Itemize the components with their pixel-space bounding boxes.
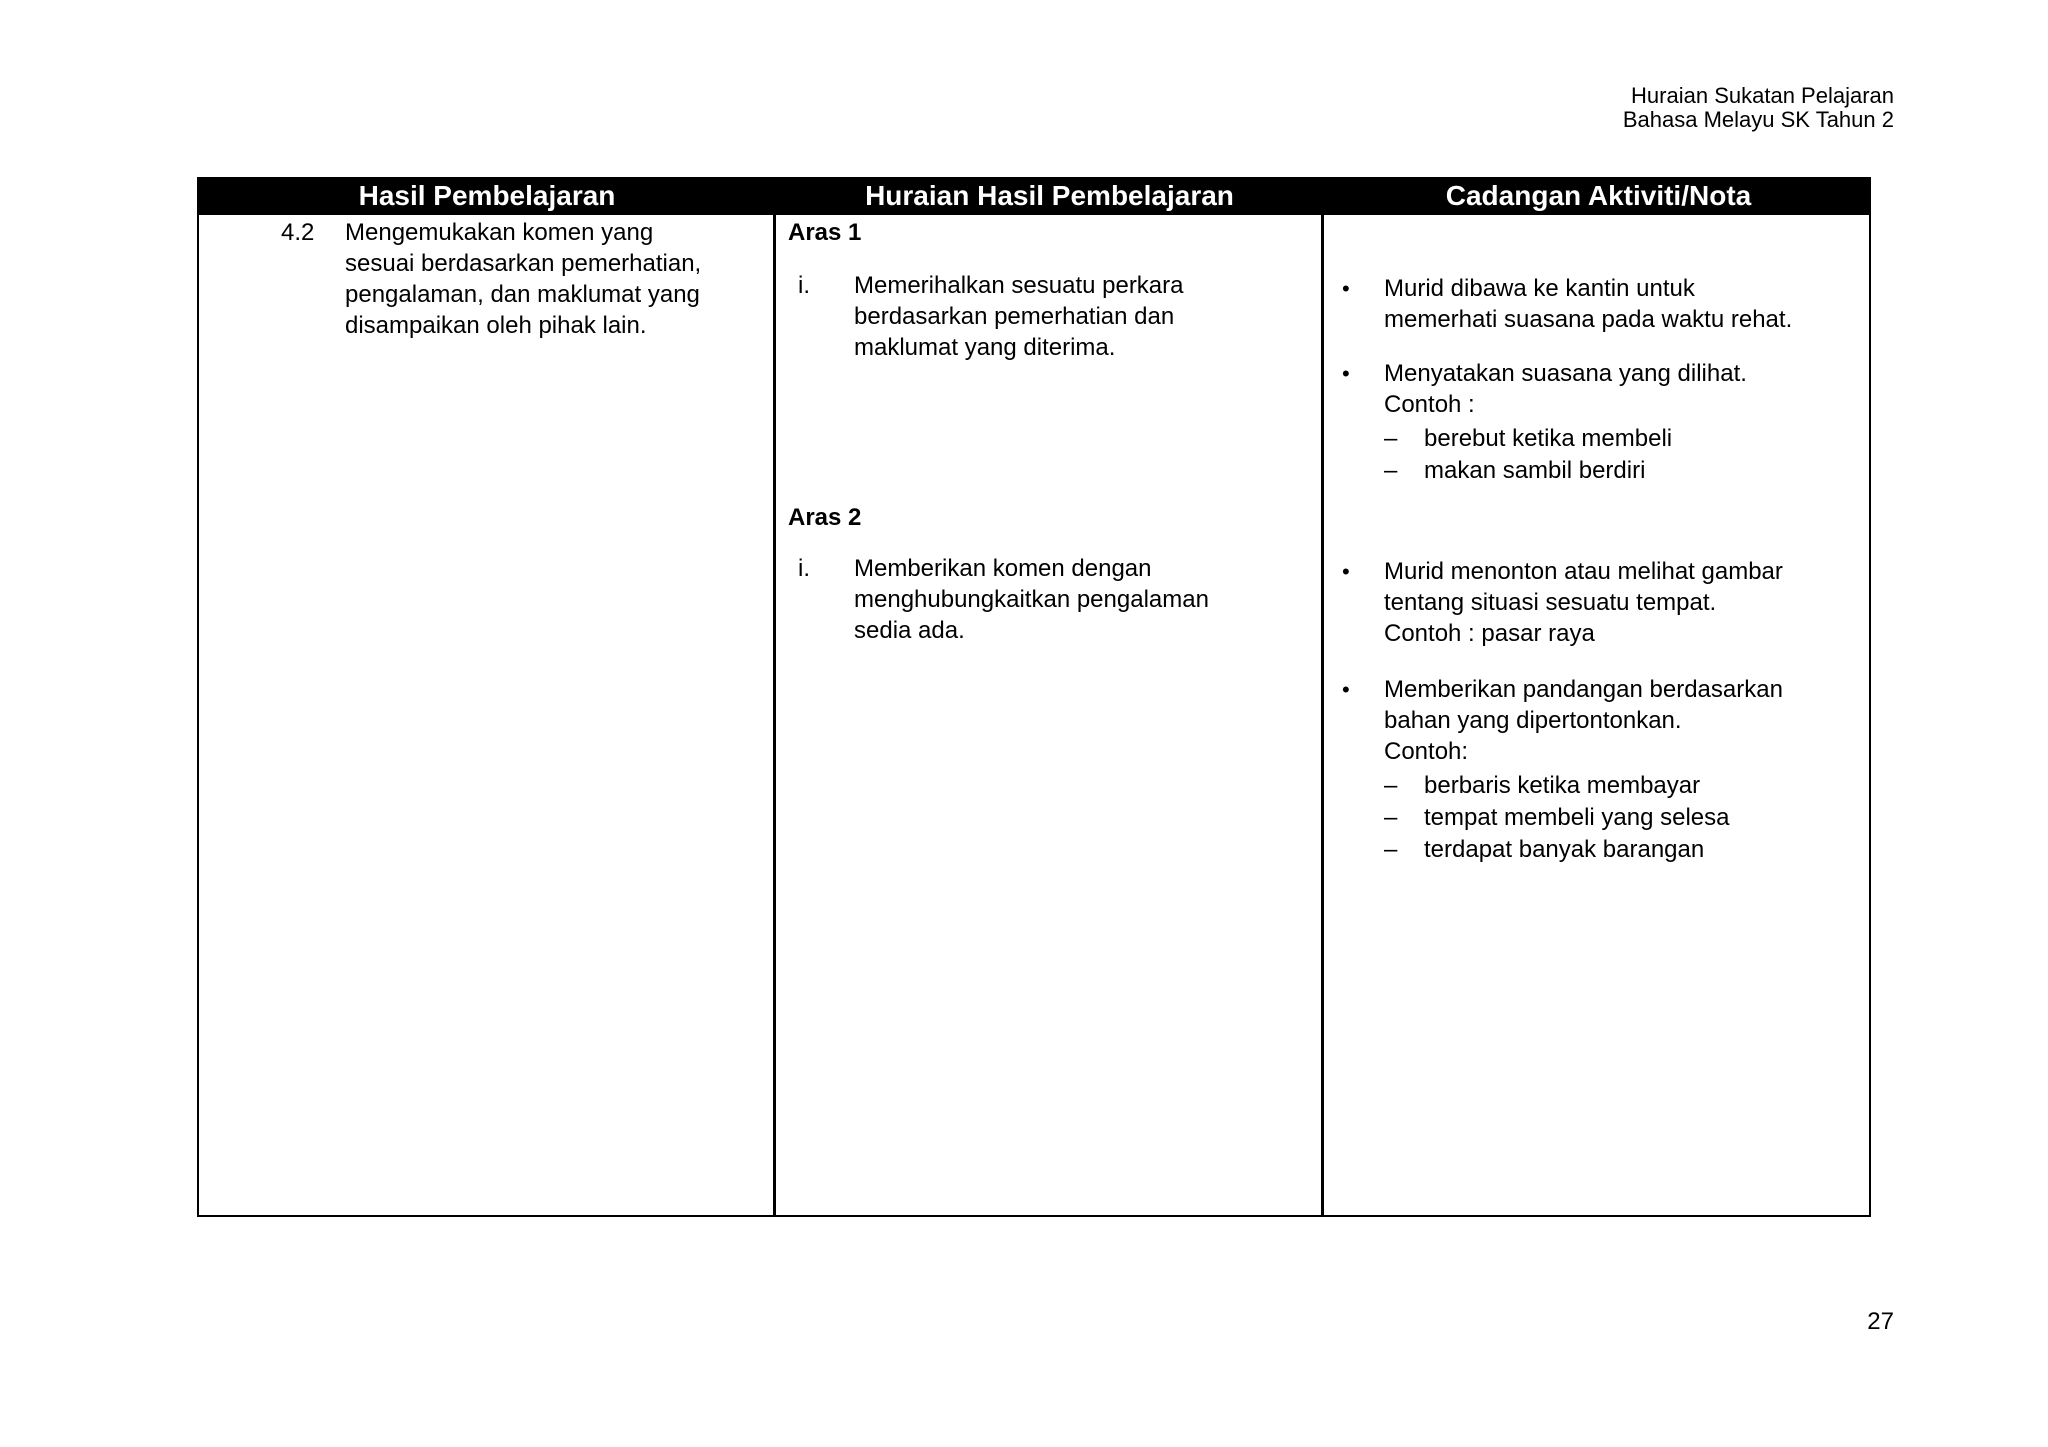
dash-icon: – [1384,425,1398,452]
activity-4-line-2: bahan yang dipertontonkan. [1384,707,1682,734]
aras-1-line-1: Memerihalkan sesuatu perkara [854,272,1184,299]
header-line-1: Huraian Sukatan Pelajaran [1631,83,1894,108]
activity-2-line-2: Contoh : [1384,391,1475,418]
activity-4-line-1: Memberikan pandangan berdasarkan [1384,676,1783,703]
outcome-line-2: sesuai berdasarkan pemerhatian, [345,250,702,277]
outcome-line-4: disampaikan oleh pihak lain. [345,312,647,339]
dash-icon: – [1384,457,1398,484]
dash-icon: – [1384,772,1398,799]
page-number: 27 [1867,1308,1894,1335]
activity-2-example-2: makan sambil berdiri [1424,457,1646,484]
running-header [1623,84,1894,132]
activity-1-line-1: Murid dibawa ke kantin untuk [1384,275,1695,302]
outcome-number: 4.2 [281,219,315,246]
activity-2-line-1: Menyatakan suasana yang dilihat. [1384,360,1747,387]
aras-2-title: Aras 2 [788,504,862,531]
activity-4-example-2: tempat membeli yang selesa [1424,804,1730,831]
dash-icon: – [1384,836,1398,863]
column-header-cadangan: Cadangan Aktiviti/Nota [1445,180,1752,211]
aras-2-item-number: i. [798,555,810,582]
activity-3-line-3: Contoh : pasar raya [1384,620,1595,647]
huraian-cell [776,215,1321,1215]
header-line-2: Bahasa Melayu SK Tahun 2 [1622,107,1894,132]
outcome-line-3: pengalaman, dan maklumat yang [345,281,700,308]
bullet-icon: • [1342,677,1350,702]
dash-icon: – [1384,804,1398,831]
activity-3-line-1: Murid menonton atau melihat gambar [1384,558,1783,585]
aras-1-item-number: i. [798,272,810,299]
bullet-icon: • [1342,361,1350,386]
column-header-huraian: Huraian Hasil Pembelajaran [865,180,1234,211]
curriculum-table [197,177,1871,1217]
aras-2-line-1: Memberikan komen dengan [854,555,1152,582]
hasil-cell [199,215,773,1215]
activity-4-line-3: Contoh: [1384,738,1469,765]
bullet-icon: • [1342,559,1350,584]
aras-1-title: Aras 1 [788,219,862,246]
column-header-hasil: Hasil Pembelajaran [358,180,616,211]
table-header-row [199,179,1869,215]
aras-2-line-2: menghubungkaitkan pengalaman [854,586,1209,613]
activity-4-example-1: berbaris ketika membayar [1424,772,1701,799]
aras-1-line-2: berdasarkan pemerhatian dan [854,303,1175,330]
aras-1-line-3: maklumat yang diterima. [854,334,1116,361]
aras-2-line-3: sedia ada. [854,617,965,644]
activity-2-example-1: berebut ketika membeli [1424,425,1673,452]
activity-4-example-3: terdapat banyak barangan [1424,836,1705,863]
outcome-line-1: Mengemukakan komen yang [345,219,654,246]
activity-1-line-2: memerhati suasana pada waktu rehat. [1384,306,1793,333]
cadangan-cell [1324,215,1870,1215]
activity-3-line-2: tentang situasi sesuatu tempat. [1384,589,1717,616]
bullet-icon: • [1342,276,1350,301]
